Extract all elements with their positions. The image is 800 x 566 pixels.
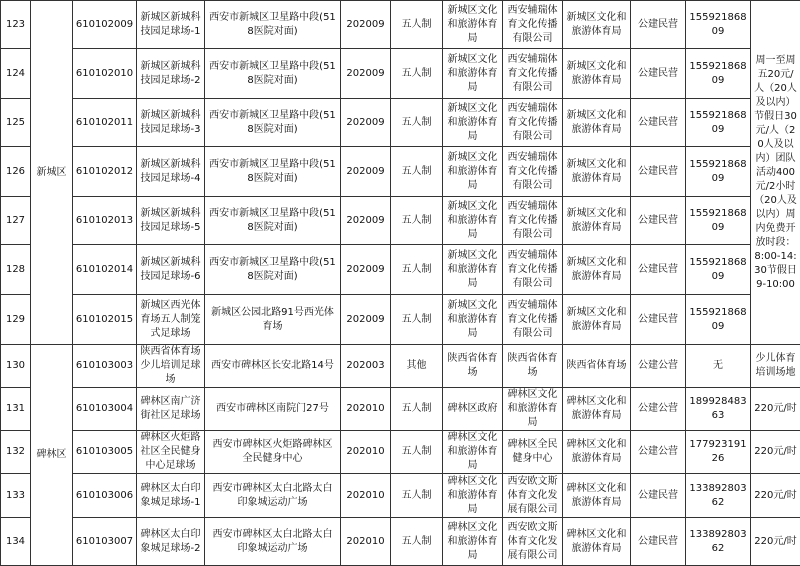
phone-cell: 无 <box>686 345 751 388</box>
operator-cell: 西安辅瑞体育文化传播有限公司 <box>503 99 563 147</box>
operator-cell: 西安辅瑞体育文化传播有限公司 <box>503 197 563 245</box>
manager-cell: 碑林区文化和旅游体育局 <box>563 518 631 566</box>
venue-name-cell: 新城区新城科技园足球场-3 <box>137 99 205 147</box>
venue-address-cell: 新城区公园北路91号西光体育场 <box>205 295 341 345</box>
venue-name-cell: 新城区新城科技园足球场-6 <box>137 245 205 295</box>
venue-address-cell: 西安市碑林区长安北路14号 <box>205 345 341 388</box>
operator-cell: 陕西省体育场 <box>503 345 563 388</box>
operator-cell: 西安辅瑞体育文化传播有限公司 <box>503 147 563 197</box>
venue-address-cell: 西安市新城区卫星路中段(518医院对面) <box>205 147 341 197</box>
operation-type-cell: 公建民营 <box>631 197 686 245</box>
manager-cell: 新城区文化和旅游体育局 <box>563 1 631 49</box>
operator-cell: 碑林区全民健身中心 <box>503 431 563 474</box>
venue-name-cell: 新城区新城科技园足球场-5 <box>137 197 205 245</box>
operation-type-cell: 公建民营 <box>631 147 686 197</box>
table-row <box>1 49 800 99</box>
table-row <box>1 245 800 295</box>
table-row <box>1 431 800 474</box>
phone-cell: 15592186809 <box>686 245 751 295</box>
row-number-cell: 132 <box>1 431 31 474</box>
row-number-cell: 124 <box>1 49 31 99</box>
row-number-cell: 126 <box>1 147 31 197</box>
manager-cell: 新城区文化和旅游体育局 <box>563 49 631 99</box>
venue-code-cell: 610102013 <box>73 197 137 245</box>
venue-code-cell: 610102014 <box>73 245 137 295</box>
manager-cell: 碑林区文化和旅游体育局 <box>563 431 631 474</box>
operation-type-cell: 公建公营 <box>631 431 686 474</box>
build-year-cell: 202009 <box>341 295 391 345</box>
build-year-cell: 202010 <box>341 474 391 518</box>
operator-cell: 西安辅瑞体育文化传播有限公司 <box>503 1 563 49</box>
venue-code-cell: 610103005 <box>73 431 137 474</box>
field-type-cell: 五人制 <box>391 474 443 518</box>
owner-cell: 新城区文化和旅游体育局 <box>443 49 503 99</box>
manager-cell: 碑林区文化和旅游体育局 <box>563 474 631 518</box>
row-number-cell: 128 <box>1 245 31 295</box>
district-cell: 新城区 <box>31 1 73 345</box>
manager-cell: 新城区文化和旅游体育局 <box>563 245 631 295</box>
phone-cell: 13389280362 <box>686 518 751 566</box>
field-type-cell: 五人制 <box>391 518 443 566</box>
phone-cell: 17792319126 <box>686 431 751 474</box>
manager-cell: 新城区文化和旅游体育局 <box>563 295 631 345</box>
operation-type-cell: 公建公营 <box>631 388 686 431</box>
build-year-cell: 202003 <box>341 345 391 388</box>
phone-cell: 15592186809 <box>686 99 751 147</box>
field-type-cell: 五人制 <box>391 197 443 245</box>
operator-cell: 西安辅瑞体育文化传播有限公司 <box>503 295 563 345</box>
venue-address-cell: 西安市碑林区南院门27号 <box>205 388 341 431</box>
district-cell: 碑林区 <box>31 345 73 566</box>
table-row <box>1 1 800 49</box>
owner-cell: 碑林区文化和旅游体育局 <box>443 431 503 474</box>
build-year-cell: 202010 <box>341 431 391 474</box>
phone-cell: 13389280362 <box>686 474 751 518</box>
table-row <box>1 295 800 345</box>
operator-cell: 西安欧文斯体育文化发展有限公司 <box>503 518 563 566</box>
field-type-cell: 五人制 <box>391 388 443 431</box>
operation-type-cell: 公建民营 <box>631 49 686 99</box>
venue-name-cell: 碑林区南广济街社区足球场 <box>137 388 205 431</box>
owner-cell: 新城区文化和旅游体育局 <box>443 99 503 147</box>
owner-cell: 新城区文化和旅游体育局 <box>443 245 503 295</box>
phone-cell: 18992848363 <box>686 388 751 431</box>
phone-cell: 15592186809 <box>686 295 751 345</box>
owner-cell: 陕西省体育场 <box>443 345 503 388</box>
operation-type-cell: 公建民营 <box>631 99 686 147</box>
manager-cell: 陕西省体育场 <box>563 345 631 388</box>
venue-name-cell: 新城区西光体育场五人制笼式足球场 <box>137 295 205 345</box>
manager-cell: 新城区文化和旅游体育局 <box>563 99 631 147</box>
venue-address-cell: 西安市新城区卫星路中段(518医院对面) <box>205 1 341 49</box>
venue-address-cell: 西安市新城区卫星路中段(518医院对面) <box>205 245 341 295</box>
venue-code-cell: 610102009 <box>73 1 137 49</box>
owner-cell: 新城区文化和旅游体育局 <box>443 295 503 345</box>
venue-code-cell: 610103004 <box>73 388 137 431</box>
venue-code-cell: 610102015 <box>73 295 137 345</box>
table-row <box>1 345 800 388</box>
row-number-cell: 129 <box>1 295 31 345</box>
row-number-cell: 130 <box>1 345 31 388</box>
build-year-cell: 202009 <box>341 197 391 245</box>
owner-cell: 碑林区文化和旅游体育局 <box>443 518 503 566</box>
venue-name-cell: 新城区新城科技园足球场-4 <box>137 147 205 197</box>
venue-code-cell: 610102011 <box>73 99 137 147</box>
phone-cell: 15592186809 <box>686 49 751 99</box>
row-number-cell: 134 <box>1 518 31 566</box>
venue-code-cell: 610102012 <box>73 147 137 197</box>
row-number-cell: 125 <box>1 99 31 147</box>
venue-name-cell: 陕西省体育场少儿培训足球场 <box>137 345 205 388</box>
venue-address-cell: 西安市碑林区太白北路太白印象城运动广场 <box>205 474 341 518</box>
venue-address-cell: 西安市碑林区太白北路太白印象城运动广场 <box>205 518 341 566</box>
note-cell: 220元/时 <box>751 388 800 431</box>
manager-cell: 碑林区文化和旅游体育局 <box>563 388 631 431</box>
venue-name-cell: 碑林区太白印象城足球场-1 <box>137 474 205 518</box>
venue-name-cell: 新城区新城科技园足球场-2 <box>137 49 205 99</box>
field-type-cell: 五人制 <box>391 431 443 474</box>
note-cell: 220元/时 <box>751 431 800 474</box>
note-cell: 少儿体育培训场地 <box>751 345 800 388</box>
venue-name-cell: 碑林区太白印象城足球场-2 <box>137 518 205 566</box>
operation-type-cell: 公建民营 <box>631 474 686 518</box>
field-type-cell: 五人制 <box>391 99 443 147</box>
field-type-cell: 五人制 <box>391 147 443 197</box>
build-year-cell: 202010 <box>341 518 391 566</box>
build-year-cell: 202009 <box>341 147 391 197</box>
owner-cell: 碑林区文化和旅游体育局 <box>443 474 503 518</box>
owner-cell: 新城区文化和旅游体育局 <box>443 147 503 197</box>
table-row <box>1 474 800 518</box>
table-body <box>1 1 800 566</box>
field-type-cell: 其他 <box>391 345 443 388</box>
owner-cell: 新城区文化和旅游体育局 <box>443 197 503 245</box>
field-type-cell: 五人制 <box>391 1 443 49</box>
table-row <box>1 147 800 197</box>
row-number-cell: 131 <box>1 388 31 431</box>
field-type-cell: 五人制 <box>391 295 443 345</box>
venue-code-cell: 610103006 <box>73 474 137 518</box>
build-year-cell: 202009 <box>341 245 391 295</box>
table-row <box>1 197 800 245</box>
phone-cell: 15592186809 <box>686 197 751 245</box>
operation-type-cell: 公建民营 <box>631 1 686 49</box>
operator-cell: 碑林区文化和旅游体育局 <box>503 388 563 431</box>
venue-name-cell: 新城区新城科技园足球场-1 <box>137 1 205 49</box>
field-type-cell: 五人制 <box>391 49 443 99</box>
row-number-cell: 127 <box>1 197 31 245</box>
row-number-cell: 133 <box>1 474 31 518</box>
table-row <box>1 388 800 431</box>
manager-cell: 新城区文化和旅游体育局 <box>563 197 631 245</box>
row-number-cell: 123 <box>1 1 31 49</box>
build-year-cell: 202009 <box>341 1 391 49</box>
note-cell: 220元/时 <box>751 518 800 566</box>
note-cell: 220元/时 <box>751 474 800 518</box>
venue-address-cell: 西安市新城区卫星路中段(518医院对面) <box>205 49 341 99</box>
note-cell: 周一至周五20元/人（20人及以内）节假日30元/人（20人及以内）团队活动400元/2小时（20人及以内）周内免费开放时段：8:00-14:30节假日9-10:00 <box>751 1 800 345</box>
owner-cell: 新城区文化和旅游体育局 <box>443 1 503 49</box>
venue-code-cell: 610103003 <box>73 345 137 388</box>
operator-cell: 西安辅瑞体育文化传播有限公司 <box>503 245 563 295</box>
field-type-cell: 五人制 <box>391 245 443 295</box>
venue-address-cell: 西安市新城区卫星路中段(518医院对面) <box>205 99 341 147</box>
build-year-cell: 202009 <box>341 99 391 147</box>
phone-cell: 15592186809 <box>686 1 751 49</box>
build-year-cell: 202009 <box>341 49 391 99</box>
operation-type-cell: 公建公营 <box>631 345 686 388</box>
venue-address-cell: 西安市新城区卫星路中段(518医院对面) <box>205 197 341 245</box>
table-row <box>1 518 800 566</box>
phone-cell: 15592186809 <box>686 147 751 197</box>
venue-name-cell: 碑林区火炬路社区全民健身中心足球场 <box>137 431 205 474</box>
build-year-cell: 202010 <box>341 388 391 431</box>
venue-address-cell: 西安市碑林区火炬路碑林区全民健身中心 <box>205 431 341 474</box>
operator-cell: 西安欧文斯体育文化发展有限公司 <box>503 474 563 518</box>
operator-cell: 西安辅瑞体育文化传播有限公司 <box>503 49 563 99</box>
owner-cell: 碑林区政府 <box>443 388 503 431</box>
operation-type-cell: 公建民营 <box>631 518 686 566</box>
manager-cell: 新城区文化和旅游体育局 <box>563 147 631 197</box>
venue-code-cell: 610102010 <box>73 49 137 99</box>
table-row <box>1 99 800 147</box>
operation-type-cell: 公建民营 <box>631 295 686 345</box>
venue-code-cell: 610103007 <box>73 518 137 566</box>
operation-type-cell: 公建民营 <box>631 245 686 295</box>
